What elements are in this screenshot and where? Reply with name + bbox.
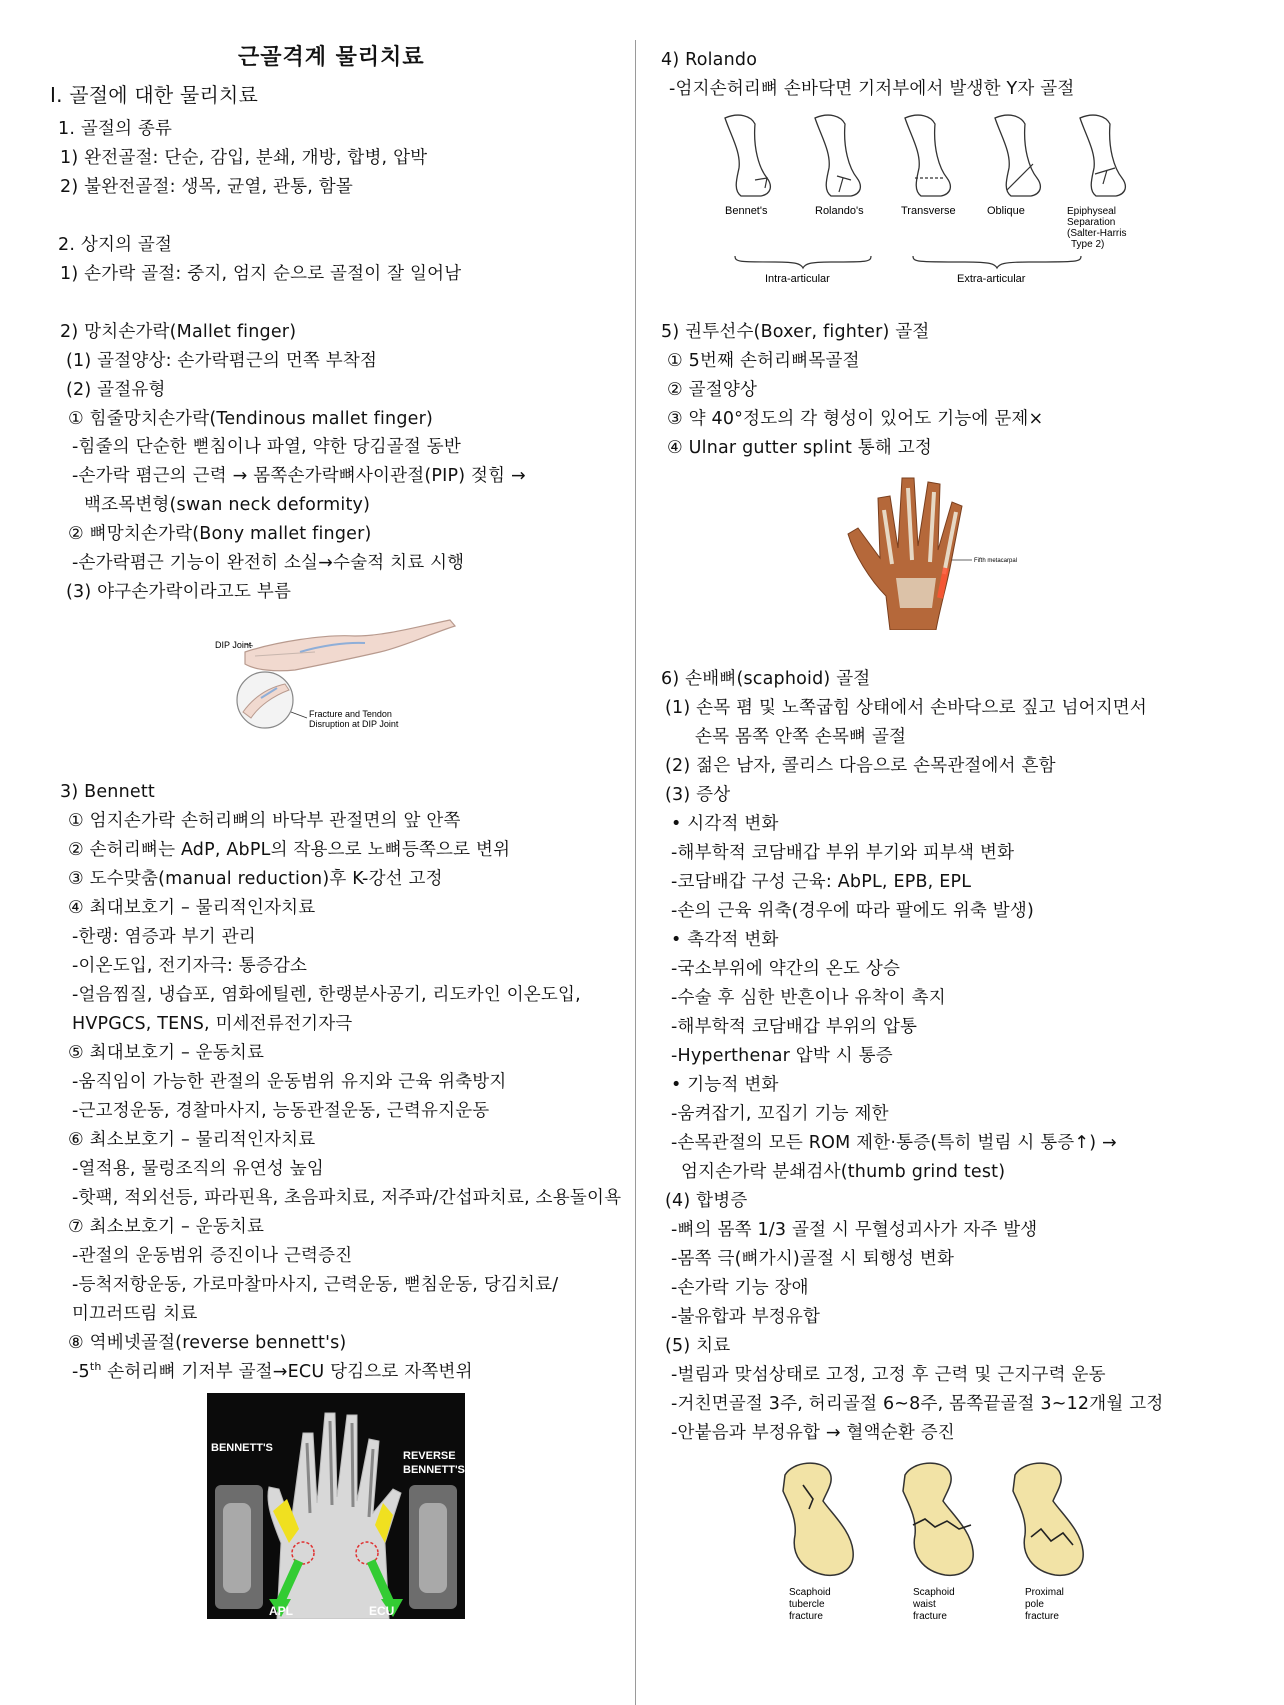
fig-label: Type 2) [1071,239,1105,250]
text-line: ⑦ 최소보호기 – 운동치료 [68,1217,265,1237]
text-line: -움직임이 가능한 관절의 운동범위 유지와 근육 위축방지 [72,1072,507,1092]
boxer-fracture-figure [840,468,1050,630]
text-line: ⑥ 최소보호기 – 물리적인자치료 [68,1130,316,1150]
text-line: -벌림과 맞섬상태로 고정, 고정 후 근력 및 근지구력 운동 [671,1365,1106,1385]
text-line: -해부학적 코담배갑 부위 부기와 피부색 변화 [671,843,1015,863]
text-line: -이온도입, 전기자극: 통증감소 [72,956,308,976]
bennett-xray-figure [207,1393,465,1619]
text-line: -해부학적 코담배갑 부위의 압통 [671,1017,918,1037]
section-heading: I. 골절에 대한 물리치료 [50,83,259,107]
fig-label: Disruption at DIP Joint [309,719,399,729]
text-line: -근고정운동, 경찰마사지, 능동관절운동, 근력유지운동 [72,1101,490,1121]
text-line: -얼음찜질, 냉습포, 염화에틸렌, 한랭분사공기, 리도카인 이온도입, [72,985,581,1005]
text-line: ⑤ 최대보호기 – 운동치료 [68,1043,265,1063]
fig-label: fracture [789,1611,823,1622]
text-line: -핫팩, 적외선등, 파라핀욕, 초음파치료, 저주파/간섭파치료, 소용돌이욕 [72,1188,622,1208]
text-line: ① 힘줄망치손가락(Tendinous mallet finger) [68,409,434,429]
text-line: (1) 골절양상: 손가락폄근의 먼쪽 부착점 [66,351,378,371]
text-line: (3) 증상 [665,785,731,805]
text-line: 3) Bennett [60,782,155,802]
fig-label: fracture [1025,1611,1059,1622]
text-line: -손목관절의 모든 ROM 제한·통증(특히 벌림 시 통증↑) → [671,1133,1117,1153]
fig-label: Extra-articular [957,273,1026,285]
column-divider [635,40,636,1705]
text-line: -Hyperthenar 압박 시 통증 [671,1046,893,1066]
text-line: (1) 손목 폄 및 노쪽굽힘 상태에서 손바닥으로 짚고 넘어지면서 [665,698,1148,718]
text-line: 미끄러뜨림 치료 [72,1304,198,1324]
text-line: ④ 최대보호기 – 물리적인자치료 [68,898,316,918]
text-line: • 기능적 변화 [671,1075,779,1095]
text-fragment: 손허리뼈 기저부 골절→ECU 당김으로 자쪽변위 [101,1362,473,1382]
fig-label: ECU [369,1604,395,1618]
text-line: -엄지손허리뼈 손바닥면 기저부에서 발생한 Y자 골절 [669,79,1075,99]
fig-label: Fracture and Tendon [309,709,392,719]
text-line: ① 5번째 손허리뼈목골절 [667,351,860,371]
fig-label: Transverse [901,205,956,217]
fig-label: BENNETT'S [211,1442,273,1454]
fig-label: Separation [1067,217,1116,228]
text-line: (4) 합병증 [665,1191,748,1211]
text-line: 5) 권투선수(Boxer, fighter) 골절 [661,322,930,342]
text-line: -손가락 폄근의 근력 → 몸쪽손가락뼈사이관절(PIP) 젖힘 → [72,466,526,486]
text-line: 1. 골절의 종류 [58,119,173,139]
text-line: -한랭: 염증과 부기 관리 [72,927,256,947]
text-line: -손가락폄근 기능이 완전히 소실→수술적 치료 시행 [72,553,465,573]
fig-label: Rolando's [815,205,864,217]
text-line: 2) 불완전골절: 생목, 균열, 관통, 함몰 [60,177,353,197]
text-line: (5) 치료 [665,1336,731,1356]
fig-label: REVERSE [403,1450,456,1462]
text-line: -몸쪽 극(뼈가시)골절 시 퇴행성 변화 [671,1249,955,1269]
text-line: -코담배갑 구성 근육: AbPL, EPB, EPL [671,872,972,892]
fig-label: Oblique [987,205,1025,217]
fig-label: BENNETT'S [403,1464,465,1476]
fig-label: APL [269,1604,293,1618]
text-line: • 시각적 변화 [671,814,779,834]
fig-label: pole [1025,1599,1044,1610]
text-line: -손가락 기능 장애 [671,1278,809,1298]
text-line: (3) 야구손가락이라고도 부름 [66,582,292,602]
text-line: -움켜잡기, 꼬집기 기능 제한 [671,1104,889,1124]
rolando-fracture-figure [715,108,1135,288]
scaphoid-fracture-figure [775,1455,1095,1625]
fig-label: Epiphyseal [1067,206,1116,217]
fig-label: Proximal [1025,1587,1064,1598]
text-fragment: -5 [72,1362,90,1382]
text-line: -거친면골절 3주, 허리골절 6~8주, 몸쪽끝골절 3~12개월 고정 [671,1394,1164,1414]
text-line: ② 손허리뼈는 AdP, AbPL의 작용으로 노뼈등쪽으로 변위 [68,840,511,860]
fig-label: (Salter-Harris [1067,228,1127,239]
text-line: 손목 몸쪽 안쪽 손목뼈 골절 [695,727,907,747]
text-line: ③ 도수맞춤(manual reduction)후 K-강선 고정 [68,869,443,889]
text-line: -열적용, 물렁조직의 유연성 높임 [72,1159,324,1179]
fig-label: tubercle [789,1599,825,1610]
text-line: -관절의 운동범위 증진이나 근력증진 [72,1246,353,1266]
text-line: -손의 근육 위축(경우에 따라 팔에도 위축 발생) [671,901,1035,921]
text-line: ⑧ 역베넷골절(reverse bennett's) [68,1333,347,1353]
page-title: 근골격계 물리치료 [238,45,425,70]
text-line: 2) 망치손가락(Mallet finger) [60,322,297,342]
text-line: (2) 젊은 남자, 콜리스 다음으로 손목관절에서 흔함 [665,756,1056,776]
fig-label: Scaphoid [789,1587,831,1598]
superscript: th [89,1360,102,1374]
fig-label: waist [913,1599,936,1610]
text-line: ④ Ulnar gutter splint 통해 고정 [667,438,932,458]
text-line: • 촉각적 변화 [671,930,779,950]
text-line: -안붙음과 부정유합 → 혈액순환 증진 [671,1423,955,1443]
mallet-finger-figure [205,612,465,734]
text-line: ② 골절양상 [667,380,758,400]
fig-label: Bennet's [725,205,768,217]
text-line: ① 엄지손가락 손허리뼈의 바닥부 관절면의 앞 안쪽 [68,811,461,831]
text-line: 엄지손가락 분쇄검사(thumb grind test) [681,1162,1006,1182]
text-line: 2. 상지의 골절 [58,235,173,255]
text-line: 1) 완전골절: 단순, 감입, 분쇄, 개방, 합병, 압박 [60,148,428,168]
fig-label: Intra-articular [765,273,830,285]
text-line: -등척저항운동, 가로마찰마사지, 근력운동, 뻗침운동, 당김치료/ [72,1275,559,1295]
text-line: ② 뼈망치손가락(Bony mallet finger) [68,524,372,544]
text-line: (2) 골절유형 [66,380,166,400]
fig-label: DIP Joint [215,640,252,650]
text-line: -뼈의 몸쪽 1/3 골절 시 무혈성괴사가 자주 발생 [671,1220,1038,1240]
text-line: -힘줄의 단순한 뻗침이나 파열, 약한 당김골절 동반 [72,437,461,457]
text-line: 4) Rolando [661,50,758,70]
fig-label: Fifth metacarpal [974,558,1018,564]
text-line: 백조목변형(swan neck deformity) [84,495,371,515]
text-line: -불유합과 부정유합 [671,1307,821,1327]
text-line: 6) 손배뼈(scaphoid) 골절 [661,669,871,689]
text-line: -국소부위에 약간의 온도 상승 [671,959,901,979]
text-line: HVPGCS, TENS, 미세전류전기자극 [72,1014,353,1034]
text-line: 1) 손가락 골절: 중지, 엄지 순으로 골절이 잘 일어남 [60,264,462,284]
text-line: ③ 약 40°정도의 각 형성이 있어도 기능에 문제× [667,409,1044,429]
fig-label: fracture [913,1611,947,1622]
fig-label: Scaphoid [913,1587,955,1598]
text-line: -수술 후 심한 반흔이나 유착이 촉지 [671,988,946,1008]
text-line [72,1360,473,1384]
